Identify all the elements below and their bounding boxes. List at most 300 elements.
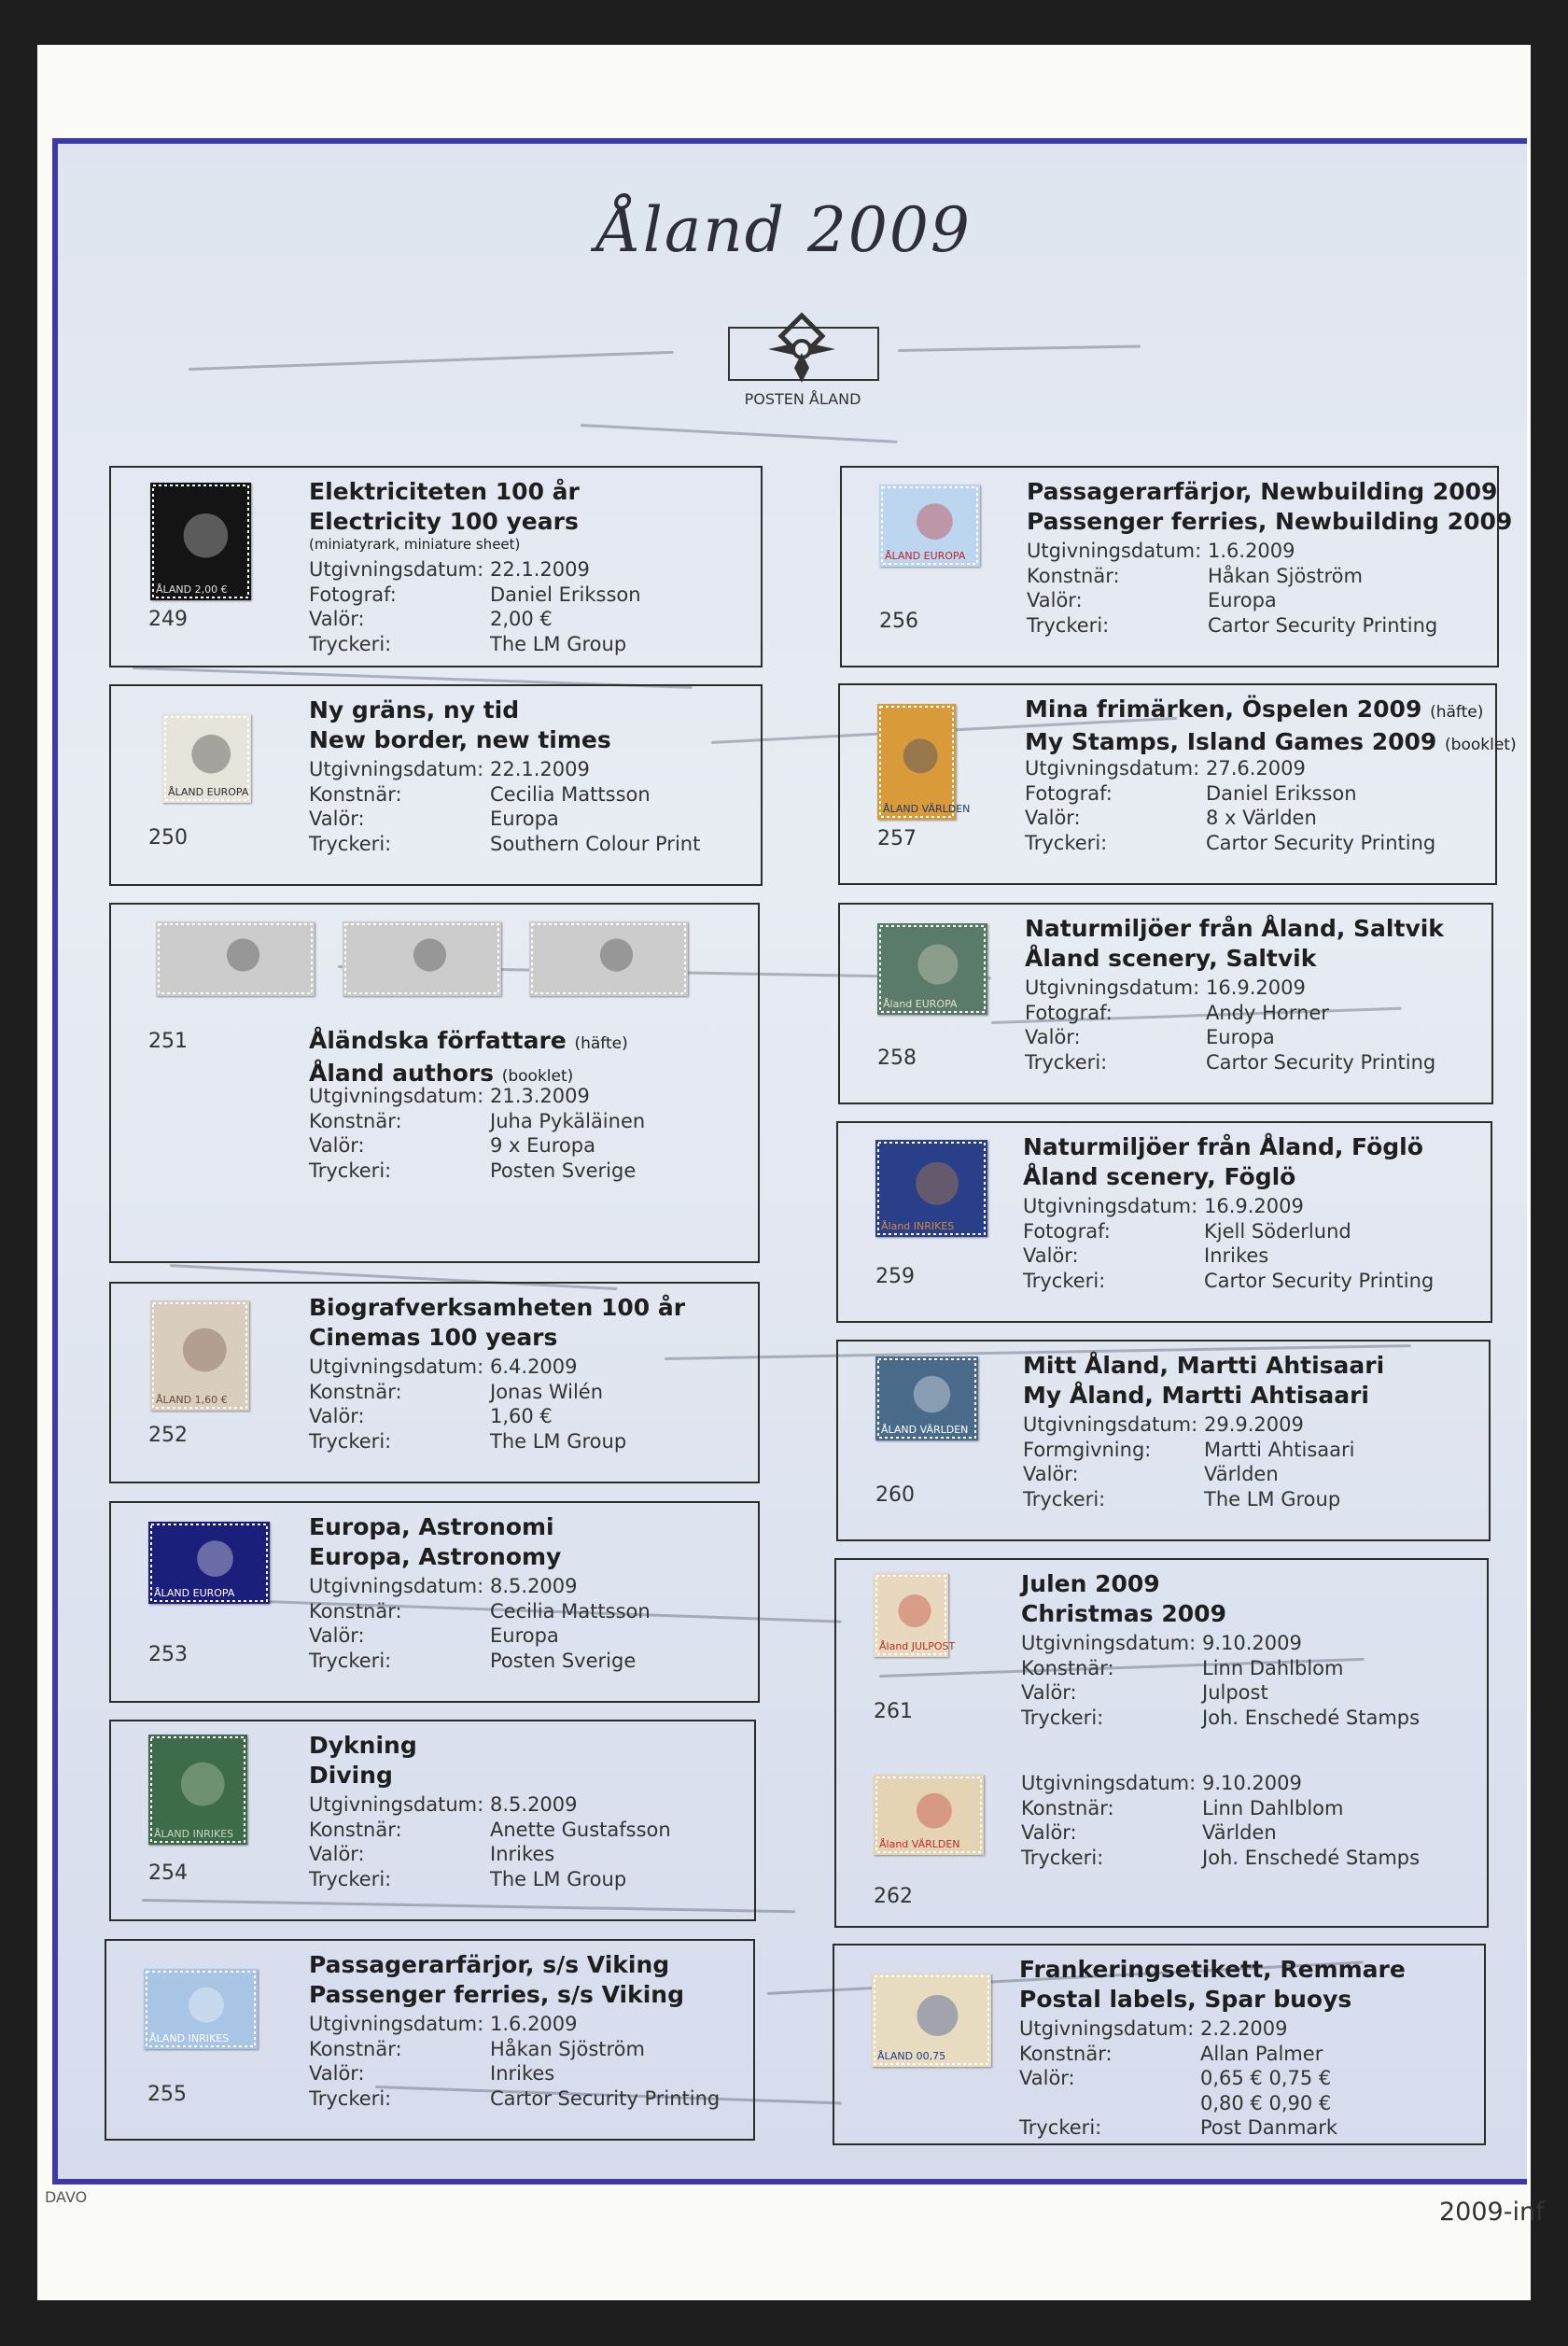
stamp-image [162, 714, 251, 803]
stamp-card [109, 1720, 756, 1921]
issue-title-line [309, 477, 580, 507]
detail-label: Fotograf: [1025, 781, 1113, 805]
issue-details [309, 1355, 626, 1454]
detail-row [1025, 1050, 1435, 1075]
stamp-card [834, 1558, 1489, 1928]
issue-details [309, 1574, 651, 1673]
issue-title-text: Naturmiljöer från Åland, Saltvik [1025, 915, 1444, 942]
issue-title-text: Electricity 100 years [309, 508, 579, 535]
detail-row [309, 1649, 651, 1674]
detail-row [309, 607, 641, 632]
detail-value: Cartor Security Printing [1206, 831, 1436, 854]
stamp-image [343, 921, 501, 996]
detail-row [1025, 1025, 1435, 1050]
detail-row [1023, 1243, 1434, 1269]
detail-row [309, 1842, 671, 1867]
issue-title-text: Ny gräns, ny tid [309, 696, 520, 723]
issue-title-text: Åland scenery, Saltvik [1025, 945, 1317, 972]
issue-details [1021, 1631, 1420, 1730]
detail-value: Världen [1202, 1821, 1277, 1844]
detail-row [1027, 564, 1437, 589]
detail-label: Utgivningsdatum: [1025, 757, 1200, 780]
issue-title-line [1025, 727, 1517, 760]
issue-title-line [309, 1323, 685, 1353]
detail-row [309, 1599, 651, 1624]
issue-title-line [1023, 1132, 1423, 1162]
detail-row [1019, 2115, 1337, 2141]
detail-value: Europa [1206, 1026, 1275, 1048]
stamp-text: ÅLAND INRIKES [149, 2032, 230, 2044]
detail-label: Konstnär: [309, 2037, 402, 2060]
detail-row [1025, 781, 1435, 807]
detail-value: 6.4.2009 [490, 1356, 578, 1378]
issue-details [309, 2012, 720, 2111]
detail-value: Cecilia Mattsson [490, 1599, 651, 1623]
stamp-card [833, 1944, 1486, 2145]
detail-label: Konstnär: [1027, 564, 1120, 587]
detail-value: Juha Pykäläinen [490, 1109, 646, 1132]
stamp-image [144, 1969, 258, 2049]
stamp-image [875, 1140, 987, 1237]
detail-value: Martti Ahtisaari [1204, 1438, 1355, 1461]
detail-row [1023, 1412, 1355, 1438]
detail-value: 27.6.2009 [1206, 757, 1306, 780]
issue-title-line [1027, 477, 1512, 507]
detail-label: Valör: [1023, 1244, 1079, 1267]
stamp-card [836, 1340, 1491, 1541]
stamp-card [105, 1939, 755, 2141]
detail-row [309, 1380, 626, 1405]
detail-value: 1.6.2009 [490, 2013, 578, 2035]
issue-details [309, 757, 700, 856]
catalogue-number: 258 [877, 1047, 917, 1070]
stamp-card [836, 1121, 1492, 1323]
issue-title-line [309, 1950, 684, 1980]
detail-value: 2.2.2009 [1200, 2017, 1288, 2040]
issue-title-suffix: (häfte) [574, 1034, 628, 1053]
issue-title-text: Passenger ferries, Newbuilding 2009 [1027, 508, 1513, 535]
detail-row [1023, 1438, 1355, 1463]
issue-title-line [309, 695, 611, 725]
detail-label: Valör: [309, 808, 365, 830]
detail-value: Andy Horner [1206, 1001, 1329, 1024]
issue-details [309, 557, 641, 656]
issue-details [309, 1792, 671, 1891]
stamp-text: ÅLAND EUROPA [885, 550, 966, 562]
detail-label: Valör: [309, 608, 365, 630]
detail-row [1025, 756, 1435, 781]
detail-label: Valör: [309, 2062, 365, 2085]
detail-label: Valör: [309, 1624, 365, 1647]
issue-title-line [1025, 944, 1444, 974]
issue-title-line [309, 725, 611, 755]
detail-value: 9.10.2009 [1202, 1632, 1302, 1654]
detail-row [309, 1574, 651, 1599]
issue-title-text: Naturmiljöer från Åland, Föglö [1023, 1133, 1423, 1160]
stamp-image [156, 921, 315, 996]
issue-title-text: Mitt Åland, Martti Ahtisaari [1023, 1352, 1385, 1379]
detail-label: Tryckeri: [1019, 2116, 1102, 2139]
detail-label: Tryckeri: [309, 1159, 392, 1182]
detail-label: Utgivningsdatum: [309, 1085, 484, 1107]
catalogue-number: 254 [148, 1861, 188, 1885]
detail-value: Allan Palmer [1200, 2042, 1323, 2065]
issue-title-text: Passagerarfärjor, s/s Viking [309, 1951, 670, 1978]
issue-title-text: Dykning [309, 1732, 417, 1759]
detail-value: Cecilia Mattsson [490, 782, 651, 806]
issue-title-text: Mina frimärken, Öspelen 2009 [1025, 695, 1422, 723]
stamp-image [874, 1573, 956, 1657]
stamp-card [109, 1501, 760, 1703]
issue-title [309, 1293, 685, 1353]
detail-value: Europa [490, 1624, 559, 1647]
detail-row [1021, 1846, 1420, 1871]
detail-row [1023, 1487, 1355, 1512]
issue-title-text: Cinemas 100 years [309, 1324, 558, 1351]
detail-row [1027, 539, 1437, 564]
detail-value: Southern Colour Print [490, 832, 701, 855]
issue-title-suffix: (häfte) [1430, 703, 1484, 722]
detail-value: Linn Dahlblom [1202, 1796, 1344, 1819]
water-ripple [189, 351, 674, 371]
detail-value: Anette Gustafsson [490, 1818, 671, 1841]
catalogue-number: 257 [877, 827, 917, 850]
detail-value: Daniel Eriksson [1206, 781, 1357, 805]
stamp-image [150, 1300, 249, 1411]
stamp-text: ÅLAND 00,75 [877, 2050, 946, 2062]
detail-label: Konstnär: [1019, 2042, 1113, 2065]
stamp-card [838, 683, 1517, 885]
catalogue-number: 251 [148, 1030, 188, 1053]
detail-label: Tryckeri: [1021, 1706, 1104, 1729]
detail-value: 22.1.2009 [490, 758, 590, 780]
detail-value: 22.1.2009 [490, 558, 590, 581]
detail-row [1021, 1631, 1420, 1656]
logo-text: POSTEN ÅLAND [744, 390, 861, 408]
issue-title [309, 1026, 628, 1091]
detail-label: Tryckeri: [1023, 1487, 1106, 1510]
issue-title-text: Julen 2009 [1021, 1570, 1160, 1597]
detail-label: Utgivningsdatum: [1019, 2017, 1195, 2040]
detail-value: Post Danmark [1200, 2116, 1338, 2139]
detail-value: The LM Group [490, 1867, 627, 1890]
detail-row [309, 2037, 720, 2062]
stamp-text: ÅLAND EUROPA [168, 786, 249, 798]
issue-details [1023, 1194, 1434, 1293]
detail-row [1021, 1820, 1420, 1846]
detail-row [1019, 2066, 1337, 2091]
detail-value: Cartor Security Printing [1204, 1269, 1435, 1292]
detail-row [1027, 613, 1437, 639]
detail-row [309, 2086, 720, 2112]
detail-label: Konstnär: [309, 1380, 402, 1403]
detail-label: Valör: [309, 1134, 365, 1157]
detail-label: Tryckeri: [309, 632, 392, 655]
posten-aland-logo-icon [764, 312, 839, 386]
detail-row [309, 2061, 720, 2086]
stamp-image [877, 704, 971, 820]
issue-title [309, 477, 580, 552]
issue-subtitle: (miniatyrark, miniature sheet) [309, 536, 521, 553]
issue-title-text: Biografverksamheten 100 år [309, 1294, 686, 1321]
issue-title-line [309, 1761, 417, 1791]
detail-label: Tryckeri: [1023, 1269, 1106, 1292]
issue-details [1027, 539, 1437, 638]
detail-label: Formgivning: [1023, 1438, 1152, 1461]
detail-label: Tryckeri: [1025, 831, 1108, 854]
detail-label: Valör: [1019, 2067, 1075, 2089]
detail-value: Kjell Söderlund [1204, 1219, 1351, 1243]
detail-value: 16.9.2009 [1206, 976, 1306, 999]
detail-label: Konstnär: [309, 1109, 402, 1132]
issue-title-line [1025, 914, 1444, 944]
stamp-text: ÅLAND 1,60 € [156, 1394, 228, 1406]
catalogue-number: 260 [875, 1483, 915, 1507]
issue-title [1027, 477, 1512, 537]
detail-label: Valör: [1021, 1681, 1077, 1704]
detail-label: Tryckeri: [309, 832, 392, 855]
issue-title-text: New border, new times [309, 726, 611, 753]
detail-row [309, 832, 700, 857]
stamp-image [148, 1735, 247, 1845]
detail-row [1019, 2016, 1337, 2042]
stamp-text: Åland INRIKES [881, 1220, 955, 1232]
detail-value: Posten Sverige [490, 1159, 637, 1182]
detail-row [309, 557, 641, 583]
detail-label: Fotograf: [309, 583, 397, 606]
detail-label: Utgivningsdatum: [309, 2013, 484, 2035]
detail-value: Cartor Security Printing [1206, 1050, 1436, 1074]
detail-label: Valör: [309, 1405, 365, 1427]
catalogue-number: 255 [147, 2083, 187, 2106]
detail-value: 1,60 € [490, 1405, 553, 1427]
detail-value: 29.9.2009 [1204, 1413, 1304, 1436]
detail-label: Utgivningsdatum: [1021, 1772, 1197, 1794]
detail-value: 8.5.2009 [490, 1575, 578, 1597]
detail-label: Tryckeri: [1021, 1846, 1104, 1869]
issue-title [1025, 695, 1517, 760]
issue-title-line [309, 1026, 628, 1059]
detail-label: Utgivningsdatum: [309, 1793, 484, 1816]
issue-title-text: Europa, Astronomi [309, 1513, 554, 1540]
detail-label: Utgivningsdatum: [1021, 1632, 1197, 1654]
detail-row [1021, 1706, 1420, 1731]
detail-value: Joh. Enschedé Stamps [1202, 1706, 1421, 1729]
detail-row [309, 757, 700, 782]
detail-label: Valör: [1025, 807, 1081, 829]
detail-value: The LM Group [1204, 1487, 1341, 1510]
stamp-text: Åland VÄRLDEN [879, 1838, 960, 1850]
stamp-text: ÅLAND VÄRLDEN [881, 1424, 969, 1436]
detail-label: Valör: [1027, 589, 1083, 611]
detail-label: Utgivningsdatum: [309, 1356, 484, 1378]
water-ripple [898, 344, 1141, 352]
detail-label: Valör: [1021, 1821, 1077, 1844]
detail-label: Konstnär: [309, 1599, 402, 1623]
issue-title-line [1021, 1599, 1226, 1629]
detail-row [309, 2012, 720, 2037]
detail-value: Julpost [1202, 1681, 1268, 1704]
water-ripple [581, 424, 898, 443]
catalogue-number: 259 [875, 1265, 915, 1288]
issue-title [309, 1950, 684, 2010]
detail-label: Utgivningsdatum: [1025, 976, 1200, 999]
detail-value: Håkan Sjöström [1208, 564, 1363, 587]
stamp-text: ÅLAND 2,00 € [156, 583, 228, 596]
detail-row [309, 583, 641, 608]
issue-title-text: My Åland, Martti Ahtisaari [1023, 1382, 1369, 1409]
detail-value: 9 x Europa [490, 1134, 595, 1157]
detail-label: Utgivningsdatum: [1027, 540, 1202, 562]
issue-title-line [309, 1980, 684, 2010]
catalogue-number: 261 [874, 1700, 913, 1723]
issue-title-line [1023, 1351, 1384, 1381]
issue-title [1023, 1351, 1384, 1411]
detail-label: Konstnär: [1021, 1656, 1114, 1679]
issue-title-suffix: (booklet) [1445, 736, 1517, 754]
catalogue-number: 252 [148, 1424, 188, 1447]
detail-label: Valör: [309, 1843, 365, 1865]
issue-title-line [309, 1293, 685, 1323]
detail-row [309, 1355, 626, 1380]
detail-row [1023, 1219, 1434, 1244]
issue-title [1021, 1569, 1226, 1629]
stamp-text: Åland EUROPA [883, 998, 958, 1010]
detail-value: Joh. Enschedé Stamps [1202, 1846, 1421, 1869]
detail-row [1019, 2042, 1337, 2067]
detail-row [309, 1109, 645, 1134]
catalogue-number: 253 [148, 1643, 188, 1666]
issue-title [1025, 914, 1444, 974]
issue-title-line [1019, 1985, 1406, 2015]
detail-row [1019, 2091, 1337, 2116]
catalogue-number: 262 [874, 1885, 913, 1908]
detail-row [309, 1404, 626, 1429]
detail-value: Europa [1208, 589, 1277, 611]
catalogue-number: 256 [879, 610, 918, 633]
issue-details [1019, 2016, 1337, 2141]
stamp-image [148, 1522, 270, 1604]
issue-details [1025, 756, 1435, 855]
stamp-text: Åland JULPOST [879, 1640, 956, 1652]
issue-title-text: Christmas 2009 [1021, 1600, 1226, 1627]
issue-title-text: My Stamps, Island Games 2009 [1025, 728, 1437, 755]
detail-row [309, 1792, 671, 1818]
detail-row [1021, 1656, 1420, 1681]
issue-title-line [309, 507, 580, 537]
detail-value: Cartor Security Printing [1208, 613, 1438, 637]
stamp-card [838, 903, 1493, 1104]
detail-value: Jonas Wilén [490, 1380, 604, 1403]
detail-row [1021, 1771, 1420, 1796]
detail-row [1025, 976, 1435, 1001]
detail-label: Tryckeri: [309, 2086, 392, 2110]
issue-title-line [309, 1512, 561, 1542]
stamp-text: ÅLAND INRIKES [154, 1828, 234, 1840]
issue-title-line [1025, 695, 1517, 727]
stamp-image [150, 483, 251, 600]
detail-value: Världen [1204, 1463, 1279, 1485]
issue-title [1019, 1955, 1406, 2015]
detail-value: 8 x Världen [1206, 807, 1317, 829]
detail-value: The LM Group [490, 632, 627, 655]
detail-value: 9.10.2009 [1202, 1772, 1302, 1794]
issue-title-text: Åland authors [309, 1060, 494, 1087]
detail-row [309, 1133, 645, 1159]
issue-title-line [1021, 1569, 1226, 1599]
detail-value: Inrikes [1204, 1244, 1269, 1267]
detail-value: Daniel Eriksson [490, 583, 641, 606]
detail-label: Konstnär: [1021, 1796, 1114, 1819]
detail-row [1021, 1680, 1420, 1706]
issue-title [309, 1512, 561, 1572]
detail-label: Fotograf: [1025, 1001, 1113, 1024]
detail-label: Tryckeri: [309, 1867, 392, 1890]
page-id: 2009-inf [1439, 2198, 1545, 2227]
stamp-card [109, 466, 763, 667]
detail-label: Tryckeri: [1027, 613, 1110, 637]
issue-details [1025, 976, 1435, 1075]
detail-value: 21.3.2009 [490, 1085, 590, 1107]
page-title: Åland 2009 [596, 194, 972, 266]
issue-title-text: Frankeringsetikett, Remmare [1019, 1956, 1406, 1983]
stamp-image [872, 1974, 991, 2067]
issue-title-line [309, 1731, 417, 1761]
detail-row [309, 1818, 671, 1843]
issue-title-line [1023, 1162, 1423, 1192]
detail-label: Konstnär: [309, 782, 402, 806]
detail-row [1025, 806, 1435, 831]
detail-value: Håkan Sjöström [490, 2037, 645, 2060]
issue-title-text: Europa, Astronomy [309, 1543, 562, 1570]
detail-row [309, 1429, 626, 1454]
detail-label: Valör: [1023, 1463, 1079, 1485]
catalogue-number: 249 [148, 608, 188, 631]
detail-row [1025, 831, 1435, 856]
issue-title-line [309, 1542, 561, 1572]
detail-label: Utgivningsdatum: [309, 558, 484, 581]
issue-title-line [1027, 507, 1512, 537]
issue-title-text: Passenger ferries, s/s Viking [309, 1981, 684, 2008]
issue-details [309, 1084, 645, 1183]
detail-value: 16.9.2009 [1204, 1195, 1304, 1217]
detail-label: Valör: [1025, 1026, 1081, 1048]
issue-details [1023, 1412, 1355, 1511]
stamp-image [874, 1775, 984, 1855]
detail-value: Inrikes [490, 2062, 555, 2085]
detail-row [1025, 1001, 1435, 1026]
detail-label: Utgivningsdatum: [309, 758, 484, 780]
stamp-image [879, 485, 980, 567]
detail-label: Utgivningsdatum: [1023, 1413, 1198, 1436]
stamp-image [529, 921, 688, 996]
detail-row [309, 632, 641, 657]
detail-label: Tryckeri: [309, 1429, 392, 1453]
detail-label: Utgivningsdatum: [1023, 1195, 1198, 1217]
issue-title-line [1023, 1381, 1384, 1411]
detail-value: 2,00 € [490, 608, 553, 630]
issue-title-text: Åland scenery, Föglö [1023, 1163, 1296, 1190]
stamp-card [109, 684, 763, 886]
stamp-image [875, 1356, 978, 1440]
stamp-card [840, 466, 1513, 667]
issue-title-text: Elektriciteten 100 år [309, 478, 580, 505]
detail-row [309, 1084, 645, 1109]
detail-row [309, 782, 700, 808]
detail-value: Inrikes [490, 1843, 555, 1865]
detail-label: Konstnär: [309, 1818, 402, 1841]
detail-label: Tryckeri: [1025, 1050, 1108, 1074]
